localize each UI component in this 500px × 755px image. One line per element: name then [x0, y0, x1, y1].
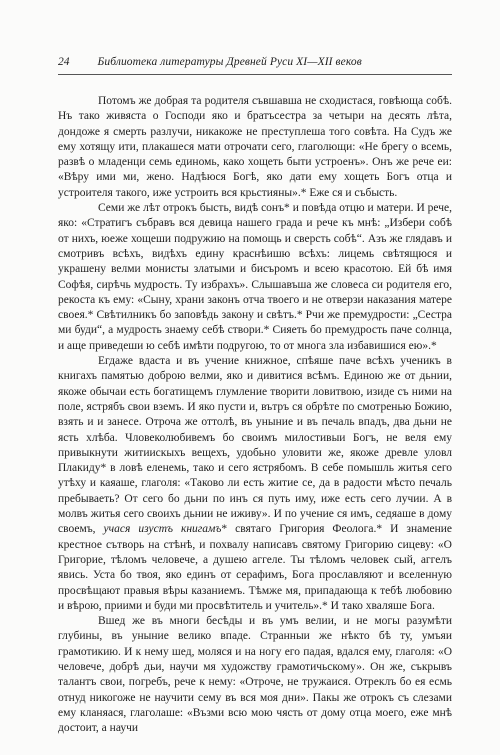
page-number: 24	[58, 56, 70, 68]
paragraph: Семи же лѣт отрокъ бысть, видѣ сонъ* и повѣда отцю и матери. И рече, яко: «Стратигъ събравъ вся девица нашего града и рече къ мнѣ: „Избери собѣ от нихъ, юеже хощеши подружию на помощь и сверсть собѣ“. Азъ же глядавъ и смотривъ всѣхъ, видѣхъ едину краснѣишю всѣхъ: лицемь свѣтящюся и украшену велми монисты златыми и бисъромъ и всею красотою. Ей бѣ имя Софѣя, сирѣчь мудрость. Ту избрахъ». Слышавъша же словеса си родителя его, рекоста къ ему: «Сыну, храни законъ отча твоего и не отверзи наказания матере своея.* Свѣтилникъ бо заповѣдь закону и свѣтъ.* Рчи же премудрости: „Сестра ми буди“, а мудрость знаему себѣ створи.* Сияеть бо премудрость паче солнца, и аще приведеши ю себѣ имѣти подругою, то от многа зла избавишися ею».*	[58, 202, 452, 352]
running-title: Библиотека литературы Древней Руси XI—XII веков	[97, 56, 362, 68]
paragraph: Егдаже вдаста и въ учение книжное, спѣяше паче всѣхъ ученикъ в книгахъ памятью доброю велми, яко и дивитися всѣмъ. Единою же от дьнии, якоже обычаи есть богатищемъ глумление творити ловитвою, изиде съ ними на поле, ястрябъ свои вземъ. И яко пусти и, вътръ ся обрѣте по смотренью Божию, взять и и занесе. Отроча же оттолѣ, въ уныние и въ печаль впадъ, два дьни не ясть хлѣба. Чловеколюбивемъ бо своимъ милостивыи Богъ, не веля ему привыкнути житиискыхъ вещехъ, удобьно уловити же, якоже древле уловл Плакиду* в ловѣ еленемь, тако и сего ястрябомъ. В себе помышль житья сего утѣху и каяаше, глаголя: «Таково ли есть житие се, да в радости мѣсто печаль пребываеть? От сего бо дьни по инъ ся путь иму, иже есть сего лучии. А в молвъ житья сего своихъ дьнии не иживу». И по учение ся имъ, седяаше в дому своемъ, учася изустъ книгамъ* святаго Григория Феолога.* И знамение крестное сътворь на стѣнѣ, и похвалу написавъ святому Григорию сицеву: «О Григорие, тѣломъ человече, а душею аггеле. Ты тѣломъ человек сый, аггелъ явись. Уста бо твоя, яко единъ от серафимъ, Бога прославляют и вселенную просвѣщают правыя вѣры казаниемъ. Тѣмже мя, припадающа к тебѣ любовию и вѣрою, приими и буди ми просвѣтитель и учитель».* И тако хваляше Бога.	[58, 355, 452, 612]
paragraph: Потомъ же добрая та родителя съвшавша не сходистася, говѣюща собѣ. Нъ тако живяста о Господи яко и братъсестра за четыри на десять лѣта, дондоже я смерть разлучи, никакоже не преступлеша того совѣта. На Судъ же ему хотящу ити, плакашеся мати отрочати сего, глаголющи: «Не брегу о всемь, развѣ о младенци семь единомь, како хощеть быти устроенъ». Онъ же рече еи: «Вѣру ими ми, жено. Надѣюся Богѣ, яко дати ему хощеть Богъ отца и устроителя такого, иже устроить вся крьстияны».* Еже ся и събысть.	[58, 95, 452, 199]
running-header	[58, 56, 450, 68]
italic-phrase: учася изустъ книгамъ	[103, 523, 222, 536]
paragraph: Вшед же въ многи бесѣды и въ умъ велии, и не могы разумѣти глубины, въ уныние велико впаде. Странныи же нѣкто бѣ ту, умъяи грамотикию. И к нему шед, моляся и на ногу его падая, вдался ему, глаголя: «О человече, добрѣ дьи, научи мя художству грамотичьскому». Он же, съкрывъ талантъ свои, погребъ, рече к нему: «Отроче, не тружаися. Отреклъ бо ея есмь отнуд никогоже не научити сему въ вся моя дни». Пакы же отрокъ съ слезами ему кланяася, глаголаше: «Възми всю мою чясть от дому отца моего, еже мнѣ достоит, а научи	[58, 615, 452, 735]
header-rule	[58, 74, 452, 75]
body-text	[58, 94, 452, 736]
